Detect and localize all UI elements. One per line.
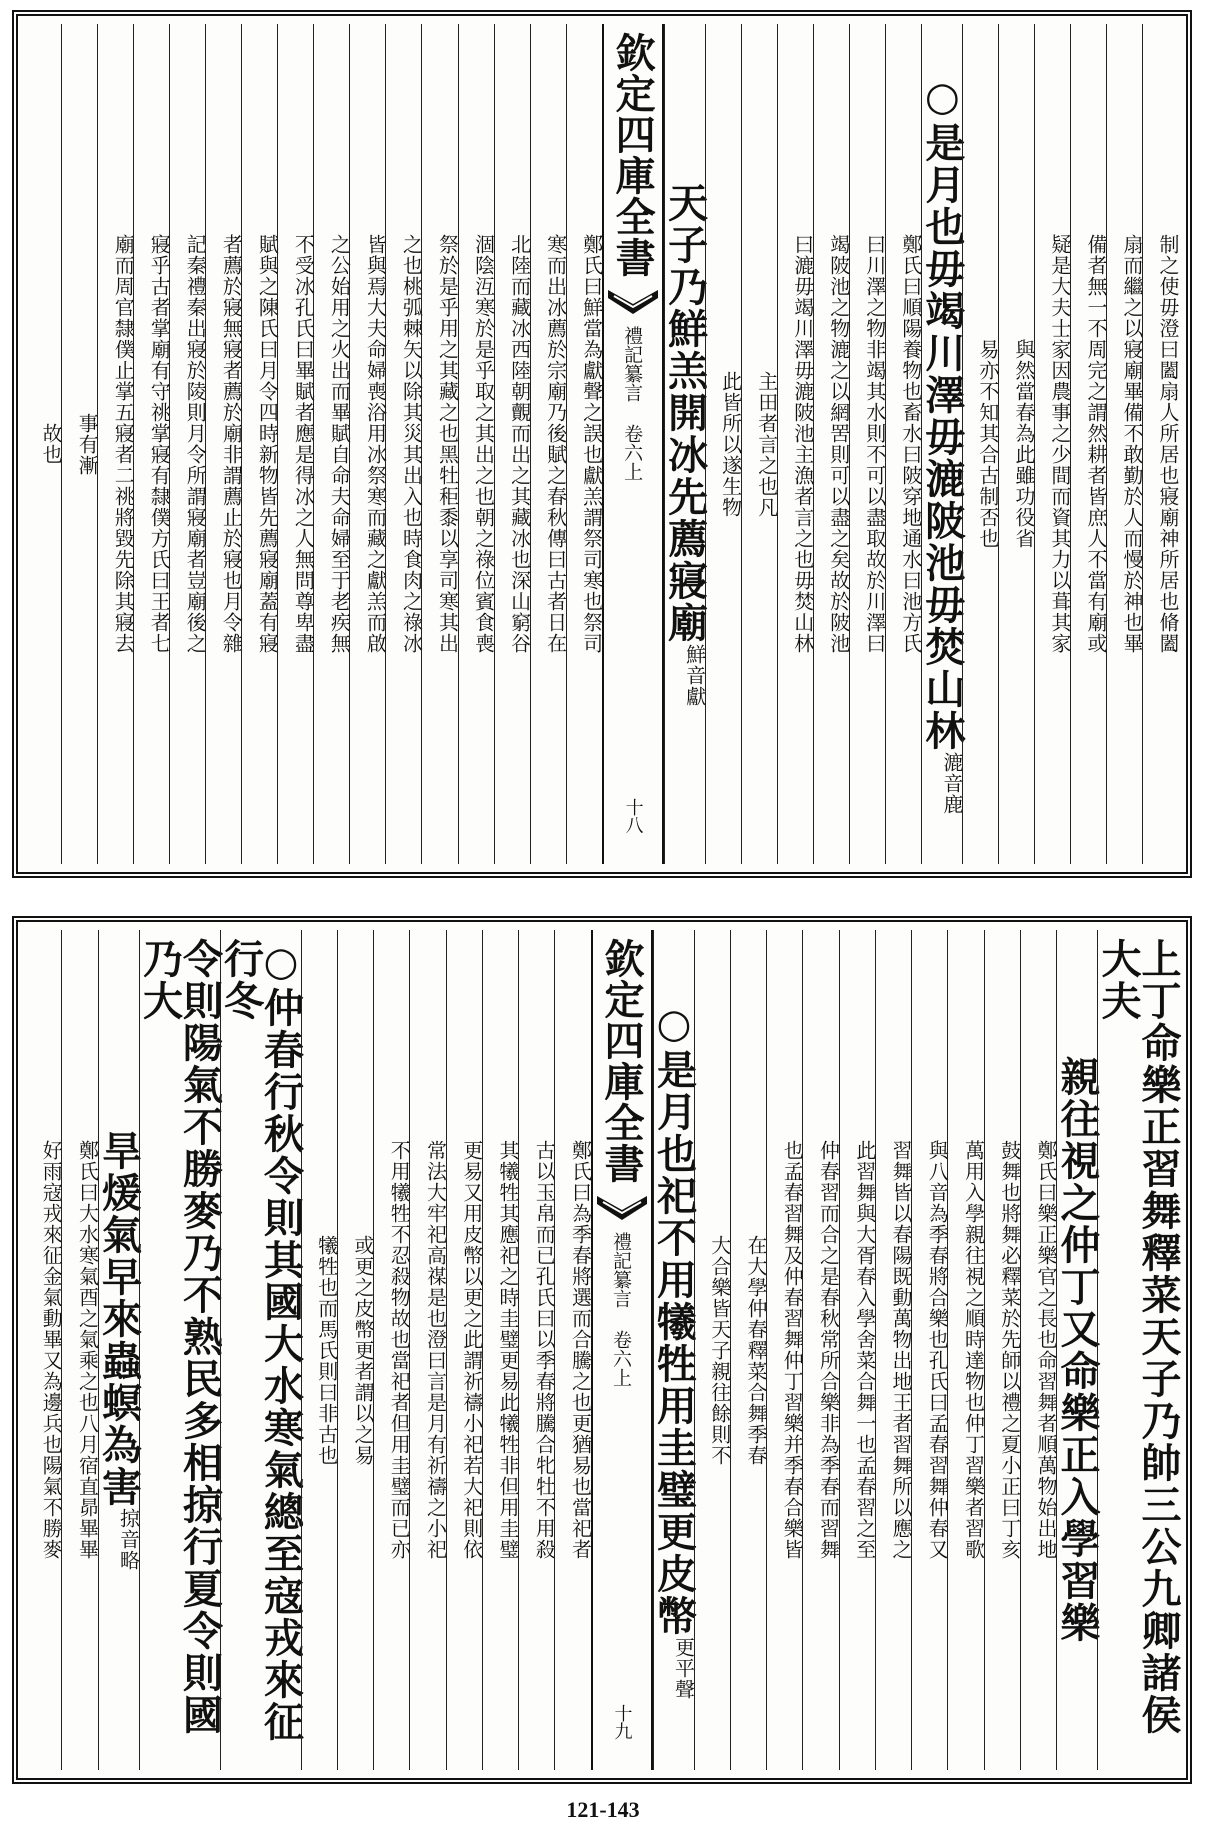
gloss-text: 掠音略 [116, 1507, 141, 1571]
commentary-text: 竭陂池之物漉之以網罟則可以盡之矣故於陂池 [826, 234, 851, 654]
page-panel-bottom [12, 916, 1192, 1784]
text-column [277, 24, 316, 864]
text-column [1070, 24, 1106, 864]
text-column [730, 930, 766, 1770]
text-column [741, 24, 777, 864]
text-column [169, 24, 208, 864]
text-column [554, 930, 593, 1770]
gloss-text: 更平聲 [671, 1637, 696, 1700]
banner-title: 欽定四庫全書 [609, 32, 657, 278]
commentary-text: 常法大牢祀高禖是也澄曰言是月有祈禱之小祀 [423, 1140, 448, 1560]
text-column [482, 930, 518, 1770]
classic-text: ○是月也毋竭川澤毋漉陂池毋焚山林 [918, 73, 966, 752]
commentary-text: 祭於是乎用之其藏之也黑牡秬黍以享司寒其出 [435, 234, 460, 654]
text-column [446, 930, 482, 1770]
text-column [849, 24, 885, 864]
text-column [136, 930, 224, 1770]
commentary-text: 犧牲也而馬氏則曰非古也 [314, 1234, 339, 1466]
commentary-text: 也孟春習舞及仲春習舞仲丁習樂并季春合樂皆 [780, 1140, 805, 1560]
commentary-text: 不受冰孔氏曰畢賦者應是得冰之人無問尊卑盡 [291, 234, 316, 654]
text-column [421, 24, 460, 864]
commentary-text: 不用犧牲不忍殺物故也當祀者但用圭璧而已亦 [387, 1140, 412, 1560]
text-column [566, 24, 602, 864]
text-column [301, 930, 337, 1770]
commentary-text: 萬用入學親往視之順時達物也仲丁習樂者習歌 [961, 1140, 986, 1560]
text-column [1054, 930, 1101, 1770]
commentary-text: 仲春習而合之是春秋常所合樂非為季春而習舞 [816, 1140, 841, 1560]
commentary-text: 好雨寇戎來征金氣動畢又為邊兵也陽氣不勝麥 [39, 1140, 64, 1560]
commentary-text: 北陸而藏冰西陸朝覿而出之其藏冰也深山窮谷 [507, 234, 532, 654]
commentary-text: 之也桃弧棘矢以除其災其出入也時食肉之祿冰 [399, 234, 424, 654]
text-column [802, 930, 841, 1770]
text-column [518, 930, 557, 1770]
text-column [984, 930, 1020, 1770]
column-grid-bottom [26, 930, 1182, 1770]
commentary-text: 疑是大夫士家因農事之少間而資其力以葺其家 [1047, 234, 1072, 654]
text-column [530, 24, 566, 864]
fish-tail-ornament-icon [595, 1194, 649, 1222]
classic-text: ○是月也祀不用犧牲用圭璧更皮幣 [650, 1000, 698, 1637]
text-column [998, 24, 1034, 864]
text-column [61, 930, 100, 1770]
commentary-text: 與八音為季春將合樂也孔氏曰孟春習舞仲春又 [925, 1140, 950, 1560]
text-column [205, 24, 244, 864]
text-column [1020, 930, 1056, 1770]
text-column [1095, 930, 1182, 1770]
gloss-text: 鮮音獻 [682, 643, 707, 707]
page-panel-top [12, 10, 1192, 878]
commentary-text: 鄭氏曰鮮當為獻聲之誤也獻羔謂祭司寒也祭司 [579, 234, 604, 654]
classic-text: 天子乃鮮羔開冰先薦寢廟 [661, 181, 709, 644]
commentary-text: 事有漸 [75, 412, 100, 476]
commentary-text: 記秦禮秦出寢於陵則月令所謂寢廟者豈廟後之 [183, 234, 208, 654]
classic-text: 親往視之仲丁又命樂正入學習樂 [1054, 1056, 1101, 1644]
classic-text: ○仲春行秋令則其國大水寒氣總至寇戎來征行冬 [217, 938, 305, 1743]
classic-text: 上丁命樂正習舞釋菜天子乃帥三公九卿諸侯大夫 [1095, 938, 1182, 1736]
fish-tail-ornament-icon [606, 288, 660, 316]
text-column [875, 930, 911, 1770]
commentary-text: 皆與焉大夫命婦喪浴用冰祭寒而藏之獻羔而啟 [363, 234, 388, 654]
text-column [26, 24, 64, 864]
commentary-text: 鄭氏曰為季春將選而合騰之也更猶易也當祀者 [568, 1140, 593, 1560]
commentary-text: 寒而出冰薦於宗廟乃後賦之春秋傳曰古者日在 [543, 234, 568, 654]
text-column [947, 930, 986, 1770]
column-grid-top [26, 24, 1178, 864]
banner-title: 欽定四庫全書 [598, 938, 645, 1184]
commentary-text: 鄭氏曰順陽養物也畜水曰陂穿地通水曰池方氏 [898, 234, 923, 654]
text-column [813, 24, 849, 864]
commentary-text: 者薦於寢無寢者薦於廟非謂薦止於寢也月令雜 [219, 234, 244, 654]
text-column [494, 24, 530, 864]
commentary-text: 賦與之陳氏曰月令四時新物皆先薦寢廟蓋有寢 [255, 234, 280, 654]
commentary-text: 古以玉帛而已孔氏曰以季春將騰合牝牡不用殺 [532, 1140, 557, 1560]
text-column [911, 930, 950, 1770]
commentary-text: 易亦不知其合古制否也 [975, 339, 1000, 549]
text-column [458, 24, 494, 864]
text-column [962, 24, 998, 864]
text-column [1034, 24, 1070, 864]
text-column [918, 24, 966, 864]
text-column [777, 24, 813, 864]
commentary-text: 寢乎古者掌廟有守祧掌寢有隸僕方氏曰王者七 [147, 234, 172, 654]
text-column [766, 930, 805, 1770]
commentary-text: 此習舞與大胥春入學舍菜合舞一也孟春習之至 [852, 1140, 877, 1560]
commentary-text: 主田者言之也凡 [754, 370, 779, 518]
text-column [839, 930, 875, 1770]
commentary-text: 曰川澤之物非竭其水則不可以盡取故於川澤曰 [862, 234, 887, 654]
classic-text: 令則陽氣不勝麥乃不熟民多相掠行夏令則國乃大 [136, 938, 224, 1736]
text-column [1106, 24, 1142, 864]
commentary-text: 制之使毋澄曰闔扇人所居也寢廟神所居也脩闔 [1156, 234, 1180, 654]
text-column [373, 930, 412, 1770]
banner-column [591, 930, 653, 1770]
text-column [885, 24, 921, 864]
text-column [661, 24, 709, 864]
commentary-text: 在大學仲春釋菜合舞季春 [744, 1234, 768, 1466]
text-column [241, 24, 280, 864]
commentary-text: 大合樂皆天子親往餘則不 [707, 1234, 732, 1466]
classic-text: 旱煖氣早來蟲螟為害 [95, 1129, 143, 1508]
text-column [650, 930, 698, 1770]
commentary-text: 涸陰沍寒於是乎取之其出之也朝之祿位賓食喪 [471, 234, 496, 654]
commentary-text: 與然當春為此雖功役省 [1011, 339, 1036, 549]
gloss-text: 漉音鹿 [939, 752, 964, 815]
banner-page-number: 十九 [611, 1704, 633, 1740]
text-column [694, 930, 730, 1770]
text-column [1142, 24, 1178, 864]
banner-page-number: 十八 [622, 798, 644, 834]
commentary-text: 其犧牲其應祀之時圭璧更易此犧牲非但用圭璧 [496, 1140, 520, 1560]
commentary-text: 曰漉毋竭川澤毋漉陂池主漁者言之也毋焚山林 [790, 234, 815, 654]
commentary-text: 故也 [39, 423, 64, 465]
text-column [313, 24, 352, 864]
commentary-text: 之公始用之火出而畢賦自命夫命婦至于老疾無 [327, 234, 352, 654]
commentary-text: 鼓舞也將舞必釋菜於先師以禮之夏小正曰丁亥 [997, 1140, 1022, 1560]
text-column [337, 930, 373, 1770]
commentary-text: 廟而周官隸僕止掌五寢者二祧將毀先除其寢去 [111, 234, 136, 654]
text-column [26, 930, 64, 1770]
commentary-text: 扇而繼之以寢廟畢備不敢勤於人而慢於神也畢 [1119, 234, 1144, 654]
plate-number: 121-143 [566, 1797, 640, 1822]
text-column [385, 24, 424, 864]
commentary-text: 備者無一不周完之謂然耕者皆庶人不當有廟或 [1083, 234, 1108, 654]
commentary-text: 習舞皆以春陽既動萬物出地王者習舞所以應之 [889, 1140, 913, 1560]
text-column [349, 24, 388, 864]
text-column [97, 24, 136, 864]
banner-book-title: 禮記纂言 卷六上 [610, 1232, 632, 1387]
text-column [61, 24, 100, 864]
text-column [705, 24, 741, 864]
text-column [133, 24, 172, 864]
text-column [217, 930, 305, 1770]
commentary-text: 鄭氏曰大水寒氣酉之氣乘之也八月宿直昴畢畢 [75, 1140, 100, 1560]
commentary-text: 更易又用皮幣以更之此謂祈禱小祀若大祀則依 [459, 1140, 484, 1560]
banner-book-title: 禮記纂言 卷六上 [621, 326, 644, 481]
commentary-text: 此皆所以遂生物 [718, 370, 743, 518]
text-column [95, 930, 143, 1770]
commentary-text: 或更之皮幣更者謂以之易 [351, 1234, 375, 1466]
text-column [409, 930, 448, 1770]
commentary-text: 鄭氏曰樂正樂官之長也命習舞者順萬物始出地 [1034, 1140, 1058, 1560]
banner-column [602, 24, 664, 864]
